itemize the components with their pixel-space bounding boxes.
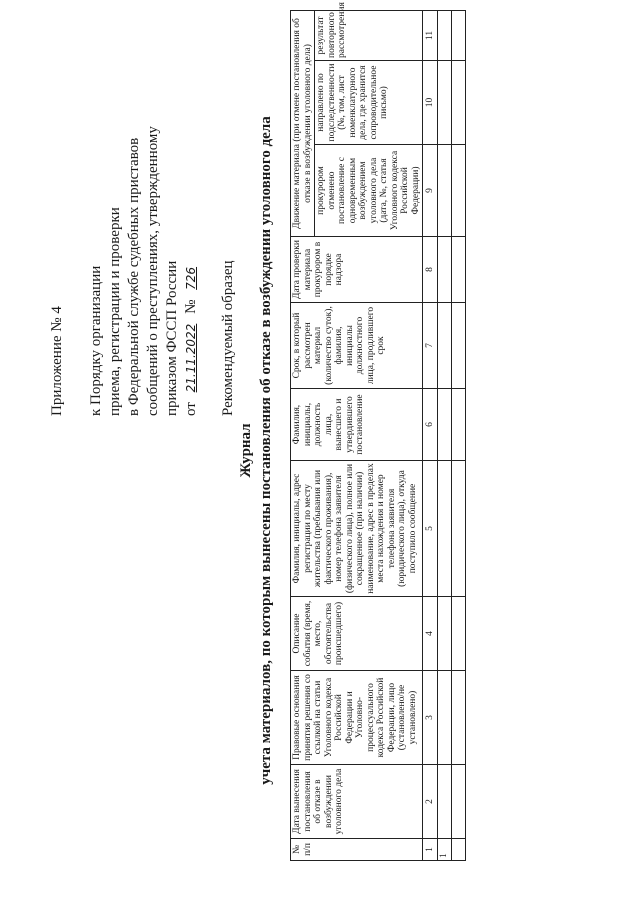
empty-cell: [438, 61, 452, 145]
empty-cell: [452, 765, 466, 839]
journal-subtitle: учета материалов, по которым вынесены постановления об отказе в возбуждении уголовного дела: [258, 116, 274, 785]
empty-cell: [438, 303, 452, 389]
order-number-handwritten: 726: [184, 266, 198, 290]
empty-cell: [438, 671, 452, 765]
header-line: сообщений о преступлениях, утвержденному: [145, 126, 161, 416]
column-number: 3: [423, 671, 438, 765]
movement-group-header: Движение материала (при отмене постановления об отказе в возбуждении уголовного дела): [291, 10, 315, 236]
header-line: приема, регистрации и проверки: [107, 207, 123, 416]
column-number: 6: [423, 389, 438, 461]
column-header: прокурором отменено постановление с одновременным возбуждением уголовного дела (дата, №, статья Уголовного кодекса Российской Федерации): [315, 145, 423, 237]
row-number-cell: 1: [438, 839, 452, 861]
order-date-handwritten: 21.11.2022: [184, 323, 198, 393]
empty-cell: [438, 597, 452, 671]
empty-cell: [452, 597, 466, 671]
empty-cell: [452, 461, 466, 597]
empty-cell: [452, 839, 466, 861]
date-prefix: от: [183, 402, 199, 416]
empty-cell: [438, 389, 452, 461]
empty-cell: [452, 145, 466, 237]
column-number: 9: [423, 145, 438, 237]
column-number-row: [423, 10, 438, 860]
empty-cell: [452, 671, 466, 765]
column-header: Дата вынесения постановления об отказе в возбуждении уголовного дела: [291, 765, 423, 839]
column-number: 1: [423, 839, 438, 861]
column-number: 4: [423, 597, 438, 671]
header-line: к Порядку организации: [88, 265, 104, 416]
empty-cell: [438, 237, 452, 303]
empty-cell: [452, 237, 466, 303]
order-date-line: [182, 56, 201, 416]
empty-cell: [438, 10, 452, 60]
table-row: [438, 10, 452, 860]
column-header: Описание события (время, место, обстоятельства происшедшего): [291, 597, 423, 671]
empty-cell: [452, 61, 466, 145]
column-header: Срок, в который рассмотрен материал (количество суток), фамилия, инициалы должностного лица, продлившего срок: [291, 303, 423, 389]
appendix-header: [48, 56, 238, 416]
column-header: результат повторного рассмотрения: [315, 10, 423, 60]
table-header-row: [291, 10, 315, 860]
journal-title: Журнал: [238, 423, 254, 478]
empty-cell: [438, 461, 452, 597]
column-number: 7: [423, 303, 438, 389]
column-header: Фамилия, инициалы, должность лица, вынесшего и утвердившего постановление: [291, 389, 423, 461]
column-header: Фамилия, инициалы, адрес регистрации по месту жительства (пребывания или фактического проживания), номер телефона заявителя (физического лица), полное или сокращенное (при наличии) наименование, адрес в пределах места нахождения и номер телефона заявителя (юридического лица), откуда поступило сообщение: [291, 461, 423, 597]
number-prefix: №: [183, 299, 199, 314]
column-header: Правовые основания принятия решения со ссылкой на статьи Уголовного кодекса Российской Федерации и Уголовно-процессуального кодекса Российской Федерации, лицо (установлено/не установлено): [291, 671, 423, 765]
empty-cell: [438, 765, 452, 839]
recommended-sample-label: Рекомендуемый образец: [220, 260, 236, 416]
column-header: Дата проверки материала прокурором в порядке надзора: [291, 237, 423, 303]
empty-cell: [438, 145, 452, 237]
empty-cell: [452, 303, 466, 389]
header-line: приказом ФССП России: [164, 260, 180, 416]
header-line: в Федеральной службе судебных приставов: [126, 137, 142, 416]
column-number: 11: [423, 10, 438, 60]
journal-table: [290, 2, 466, 861]
column-number: 10: [423, 61, 438, 145]
column-number: 8: [423, 237, 438, 303]
column-number: 5: [423, 461, 438, 597]
column-header: направлено по подследственности (№, том, лист номенклатурного дела, где хранится сопроводительное письмо): [315, 61, 423, 145]
empty-cell: [452, 10, 466, 60]
column-number: 2: [423, 765, 438, 839]
column-header: № п/п: [291, 839, 423, 861]
appendix-title: Приложение № 4: [49, 306, 65, 416]
table-row: [452, 10, 466, 860]
empty-cell: [452, 389, 466, 461]
